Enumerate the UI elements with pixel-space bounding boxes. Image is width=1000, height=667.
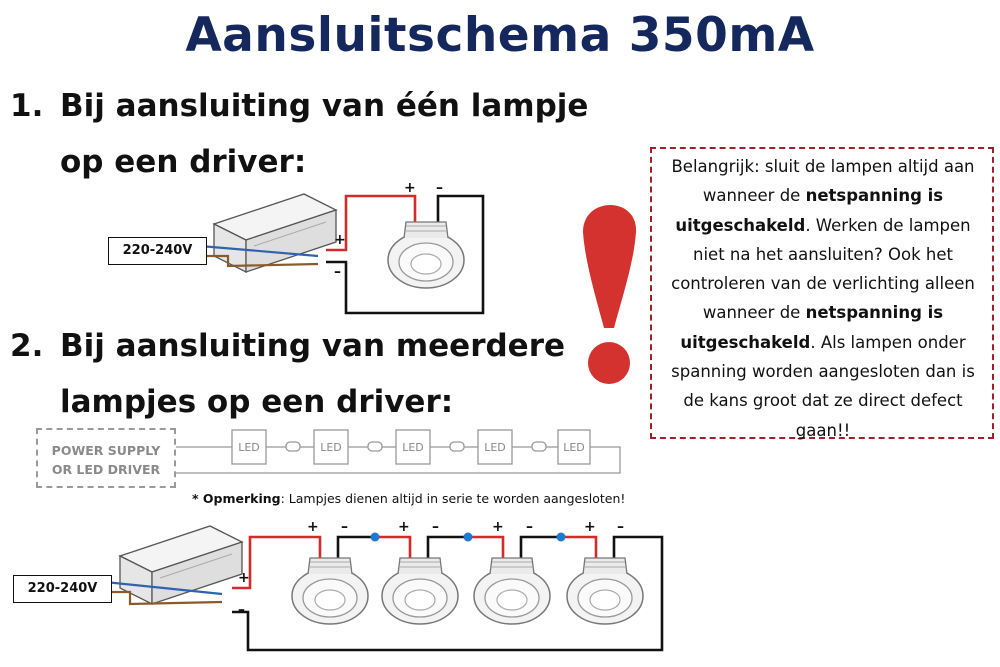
lamp-icon [388, 222, 464, 288]
plus-label: + [307, 519, 319, 535]
section-1-line1: Bij aansluiting van één lampje [60, 88, 589, 124]
warning-part1: Belangrijk: sluit de lampen altijd aan wanneer de [671, 157, 975, 206]
warning-part2: . Werken de lampen niet na het aansluiten? Ook het controleren van de verlichting alleen wanneer de [671, 215, 975, 323]
note-label: * Opmerking [192, 491, 281, 506]
note [192, 491, 625, 506]
junction-dot [557, 533, 566, 542]
exclamation-icon [583, 205, 636, 384]
led-label: LED [402, 441, 424, 454]
led-label: LED [484, 441, 506, 454]
junction-dot [464, 533, 473, 542]
lamp-icon [474, 558, 550, 624]
minus-label: – [334, 264, 341, 280]
driver-icon [214, 194, 336, 272]
lamp-icon [382, 558, 458, 624]
power-supply-line1: POWER SUPPLY [51, 443, 161, 458]
lamp-icon [292, 558, 368, 624]
plus-label: + [398, 519, 410, 535]
diagram-single-lamp [200, 180, 483, 313]
minus-label: – [238, 602, 245, 618]
plus-label: + [584, 519, 596, 535]
wire-black [428, 537, 468, 560]
wire-black [338, 537, 375, 560]
driver-icon [120, 526, 242, 604]
led-label: LED [563, 441, 585, 454]
power-supply-line2: OR LED DRIVER [51, 462, 161, 477]
diagram-series-lamps [105, 519, 662, 650]
warning-bold1: netspanning is uitgeschakeld [675, 186, 944, 235]
wire-black [521, 537, 561, 560]
led-label: LED [320, 441, 342, 454]
power-supply-box [36, 428, 176, 488]
wire-red [375, 537, 410, 560]
plus-label: + [404, 180, 416, 196]
minus-label: – [617, 519, 624, 535]
warning-text [661, 152, 985, 445]
lamp-icon [567, 558, 643, 624]
voltage-label: 220-240V [108, 237, 207, 265]
warning-bold2: netspanning is uitgeschakeld [680, 303, 944, 352]
plus-label: + [334, 232, 346, 248]
minus-label: – [341, 519, 348, 535]
plus-label: + [492, 519, 504, 535]
minus-label: – [436, 180, 443, 196]
section-2-line1: Bij aansluiting van meerdere [60, 328, 566, 364]
led-label: LED [238, 441, 260, 454]
minus-label: – [526, 519, 533, 535]
section-2-number: 2. [10, 328, 44, 364]
warning-part3: . Als lampen onder spanning worden aangesloten dan is de kans groot dat ze direct defect gaan!! [671, 332, 975, 440]
minus-label: – [432, 519, 439, 535]
note-text: : Lampjes dienen altijd in serie te worden aangesloten! [280, 491, 626, 506]
wire-red [561, 537, 596, 560]
section-2-line2: lampjes op een driver: [60, 384, 454, 420]
plus-label: + [238, 570, 250, 586]
junction-dot [371, 533, 380, 542]
section-1-number: 1. [10, 88, 44, 124]
page-title: Aansluitschema 350mA [185, 8, 815, 63]
wire-red [468, 537, 503, 560]
section-1-line2: op een driver: [60, 144, 307, 180]
voltage-label: 220-240V [13, 575, 112, 603]
